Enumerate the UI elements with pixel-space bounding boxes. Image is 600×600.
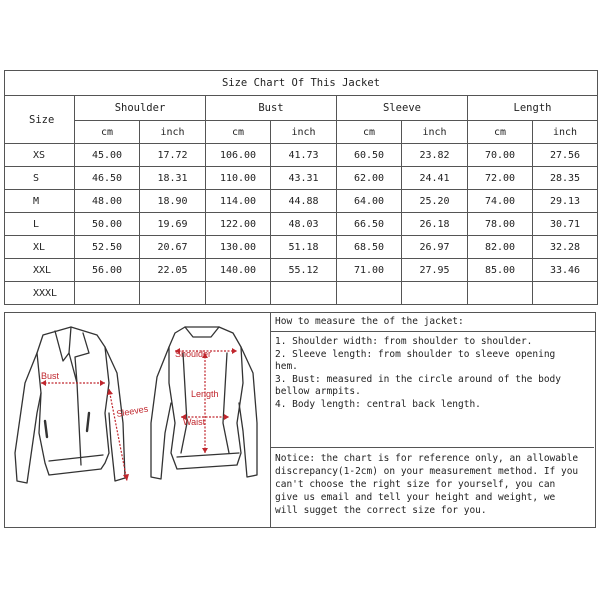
group-header-bust: Bust — [206, 96, 337, 121]
value-cell: 56.00 — [75, 259, 140, 282]
value-cell: 46.50 — [75, 167, 140, 190]
value-cell: 29.13 — [533, 190, 598, 213]
notice-line: can't choose the right size for yourself, you can — [275, 479, 556, 490]
value-cell: 33.46 — [533, 259, 598, 282]
howto-steps — [271, 332, 595, 411]
table-row — [5, 236, 598, 259]
table-row — [5, 144, 598, 167]
unit-header: inch — [271, 121, 337, 144]
howto-step: 2. Sleeve length: from shoulder to sleeve opening — [275, 348, 556, 360]
bust-label: Bust — [41, 371, 60, 381]
jacket-front-illustration — [15, 327, 125, 483]
measure-instructions — [270, 313, 595, 527]
size-cell: S — [5, 167, 75, 190]
jacket-diagram — [5, 313, 270, 527]
value-cell: 114.00 — [206, 190, 271, 213]
group-header-sleeve: Sleeve — [337, 96, 468, 121]
value-cell: 43.31 — [271, 167, 337, 190]
table-row — [5, 190, 598, 213]
table-row — [5, 259, 598, 282]
value-cell: 71.00 — [337, 259, 402, 282]
value-cell: 41.73 — [271, 144, 337, 167]
value-cell: 44.88 — [271, 190, 337, 213]
value-cell: 30.71 — [533, 213, 598, 236]
value-cell — [402, 282, 468, 305]
size-cell: XL — [5, 236, 75, 259]
value-cell — [75, 282, 140, 305]
value-cell: 51.18 — [271, 236, 337, 259]
notice-line: give us email and tell your height and weight, we — [275, 492, 556, 503]
value-cell: 25.20 — [402, 190, 468, 213]
value-cell — [468, 282, 533, 305]
value-cell: 66.50 — [337, 213, 402, 236]
value-cell: 32.28 — [533, 236, 598, 259]
table-row — [5, 167, 598, 190]
unit-header: inch — [402, 121, 468, 144]
value-cell: 106.00 — [206, 144, 271, 167]
value-cell: 27.56 — [533, 144, 598, 167]
value-cell: 70.00 — [468, 144, 533, 167]
value-cell: 18.31 — [140, 167, 206, 190]
unit-header: cm — [75, 121, 140, 144]
value-cell: 19.69 — [140, 213, 206, 236]
value-cell: 28.35 — [533, 167, 598, 190]
howto-step: 3. Bust: measured in the circle around of the body — [275, 373, 561, 385]
table-title: Size Chart Of This Jacket — [5, 71, 598, 96]
notice-line: discrepancy(1-2cm) on your measurement method. If you — [275, 466, 579, 477]
size-rows — [5, 144, 598, 305]
unit-header: cm — [206, 121, 271, 144]
unit-header: cm — [337, 121, 402, 144]
value-cell: 27.95 — [402, 259, 468, 282]
unit-header: inch — [533, 121, 598, 144]
value-cell: 72.00 — [468, 167, 533, 190]
value-cell: 78.00 — [468, 213, 533, 236]
table-row — [5, 213, 598, 236]
value-cell — [140, 282, 206, 305]
howto-step: bellow armpits. — [275, 386, 361, 397]
table-row — [5, 282, 598, 305]
value-cell: 68.50 — [337, 236, 402, 259]
size-header: Size — [5, 96, 75, 144]
howto-step: 1. Shoulder width: from shoulder to shoulder. — [275, 336, 533, 347]
howto-step: 4. Body length: central back length. — [275, 398, 481, 410]
value-cell: 45.00 — [75, 144, 140, 167]
notice-box — [271, 447, 594, 527]
value-cell: 17.72 — [140, 144, 206, 167]
measure-panel — [4, 312, 596, 528]
howto-step: hem. — [275, 361, 298, 372]
group-header-shoulder: Shoulder — [75, 96, 206, 121]
value-cell: 23.82 — [402, 144, 468, 167]
value-cell — [533, 282, 598, 305]
value-cell: 48.03 — [271, 213, 337, 236]
length-label: Length — [191, 389, 219, 399]
size-cell: M — [5, 190, 75, 213]
value-cell: 85.00 — [468, 259, 533, 282]
value-cell: 20.67 — [140, 236, 206, 259]
value-cell: 122.00 — [206, 213, 271, 236]
value-cell — [337, 282, 402, 305]
value-cell: 130.00 — [206, 236, 271, 259]
value-cell: 50.00 — [75, 213, 140, 236]
value-cell — [206, 282, 271, 305]
value-cell: 55.12 — [271, 259, 337, 282]
size-cell: XS — [5, 144, 75, 167]
value-cell: 52.50 — [75, 236, 140, 259]
value-cell: 24.41 — [402, 167, 468, 190]
size-cell: L — [5, 213, 75, 236]
value-cell: 22.05 — [140, 259, 206, 282]
size-chart-table — [4, 70, 598, 305]
value-cell: 140.00 — [206, 259, 271, 282]
sleeves-label: Sleeves — [115, 403, 149, 419]
unit-header: inch — [140, 121, 206, 144]
howto-title: How to measure the of the jacket: — [271, 313, 595, 332]
value-cell: 74.00 — [468, 190, 533, 213]
value-cell: 60.50 — [337, 144, 402, 167]
value-cell: 110.00 — [206, 167, 271, 190]
value-cell: 62.00 — [337, 167, 402, 190]
value-cell — [271, 282, 337, 305]
value-cell: 64.00 — [337, 190, 402, 213]
unit-header: cm — [468, 121, 533, 144]
size-cell: XXXL — [5, 282, 75, 305]
notice-line: will sugget the correct size for you. — [275, 505, 487, 516]
value-cell: 48.00 — [75, 190, 140, 213]
value-cell: 18.90 — [140, 190, 206, 213]
shoulder-label: Shoulder — [175, 349, 212, 359]
group-header-length: Length — [468, 96, 598, 121]
value-cell: 82.00 — [468, 236, 533, 259]
size-cell: XXL — [5, 259, 75, 282]
value-cell: 26.18 — [402, 213, 468, 236]
waist-label: Waist — [183, 417, 206, 427]
value-cell: 26.97 — [402, 236, 468, 259]
notice-line: Notice: the chart is for reference only, an allowable — [275, 453, 579, 464]
